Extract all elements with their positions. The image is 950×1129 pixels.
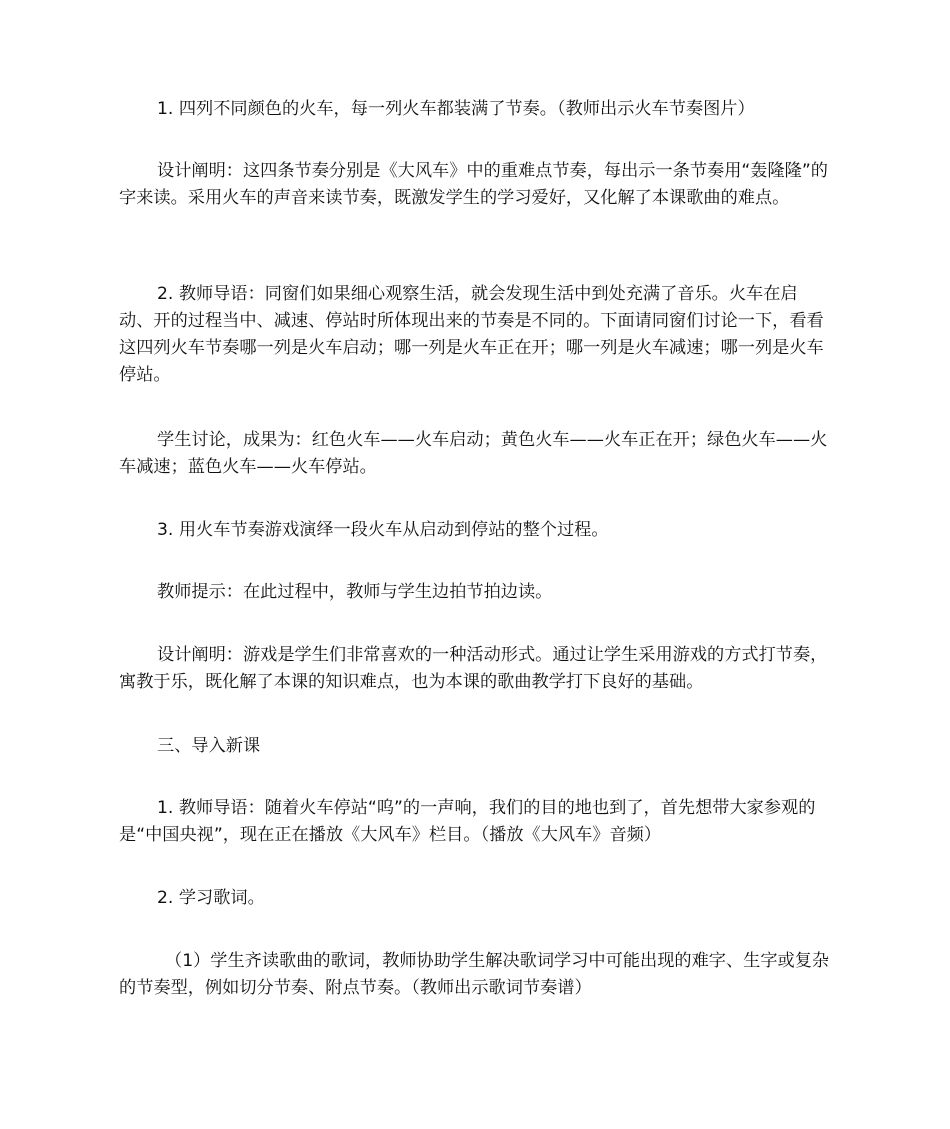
paragraph-2: 设计阐明：这四条节奏分别是《大风车》中的重难点节奏，每出示一条节奏用“轰隆隆”的字来读。采用火车的声音来读节奏，既激发学生的学习爱好，又化解了本课歌曲的难点。 [119, 161, 828, 208]
paragraph-3: 2. 教师导语：同窗们如果细心观察生活，就会发现生活中到处充满了音乐。火车在启动、开的过程当中、减速、停站时所体现出来的节奏是不同的。下面请同窗们讨论一下，看看这四列火车节奏哪一列是火车启动；哪一列是火车正在开；哪一列是火车减速；哪一列是火车停站。 [119, 284, 824, 385]
paragraph-4: 学生讨论，成果为：红色火车——火车启动；黄色火车——火车正在开；绿色火车——火车减速；蓝色火车——火车停站。 [119, 430, 828, 477]
paragraph-5: 3. 用火车节奏游戏演绎一段火车从启动到停站的整个过程。 [157, 520, 609, 540]
paragraph-7: 设计阐明：游戏是学生们非常喜欢的一种活动形式。通过让学生采用游戏的方式打节奏，寓教于乐，既化解了本课的知识难点，也为本课的歌曲教学打下良好的基础。 [119, 645, 828, 692]
paragraph-6: 教师提示：在此过程中，教师与学生边拍节拍边读。 [157, 582, 553, 602]
paragraph-10: （1）学生齐读歌曲的歌词，教师协助学生解决歌词学习中可能出现的难字、生字或复杂的节奏型，例如切分节奏、附点节奏。（教师出示歌词节奏谱） [119, 951, 830, 998]
paragraph-1: 1. 四列不同颜色的火车，每一列火车都装满了节奏。（教师出示火车节奏图片） [157, 99, 755, 119]
paragraph-8: 1. 教师导语：随着火车停站“呜”的一声响，我们的目的地也到了，首先想带大家参观的是“中国央视”，现在正在播放《大风车》栏目。（播放《大风车》音频） [119, 798, 816, 845]
section-heading: 三、导入新课 [157, 736, 261, 756]
paragraph-9: 2. 学习歌词。 [157, 888, 265, 908]
